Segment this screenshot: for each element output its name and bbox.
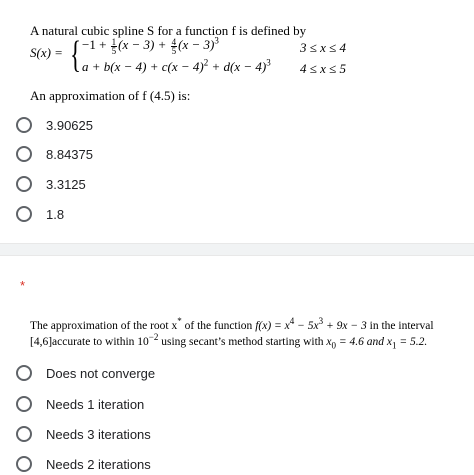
range-case-2: 4 ≤ x ≤ 5: [300, 61, 347, 76]
option-label: 3.90625: [46, 117, 93, 133]
piecewise-brace: {: [70, 34, 81, 76]
option-1[interactable]: [16, 362, 155, 384]
option-4[interactable]: [16, 453, 151, 475]
question-card-2: [0, 256, 474, 470]
option-label: 1.8: [46, 206, 65, 222]
radio-button[interactable]: [16, 146, 32, 162]
option-label: Needs 3 iterations: [46, 426, 151, 442]
radio-button[interactable]: [16, 206, 32, 222]
radio-button[interactable]: [16, 365, 32, 381]
radio-button[interactable]: [16, 176, 32, 192]
option-4[interactable]: [16, 203, 64, 225]
question-1-text: An approximation of f (4.5) is:: [30, 88, 191, 103]
radio-button[interactable]: [16, 117, 32, 133]
question-2-line-2: [4,6]accurate to within $10^{-2}$ using secant’s method starting with $x_0 = 4.6$ and $x_1 = 5.2$.: [30, 332, 428, 351]
radio-button[interactable]: [16, 396, 32, 412]
option-2[interactable]: [16, 143, 93, 165]
option-label: Does not converge: [46, 365, 156, 381]
option-label: Needs 2 iterations: [46, 456, 151, 472]
question-2-line-1: The approximation of the root x* of the function $f(x) = x^4 - 5x^3 + 9x - 3$ in the interval: [30, 316, 434, 332]
option-3[interactable]: [16, 423, 151, 445]
option-1[interactable]: [16, 114, 93, 136]
spline-case-2: $a + b(x - 4) + c(x - 4)^2 + d(x - 4)^3$: [82, 57, 271, 74]
required-asterisk: *: [20, 278, 26, 293]
spline-case-1: −1 + $\frac{1}{5}$ (x − 3) + $\frac{4}{5}$ $(x - 3)^3$: [82, 35, 219, 56]
option-3[interactable]: [16, 173, 86, 195]
option-label: 3.3125: [46, 176, 86, 192]
range-case-1: 3 ≤ x ≤ 4: [300, 40, 347, 55]
card-separator: [0, 243, 474, 256]
option-label: 8.84375: [46, 146, 93, 162]
option-label: Needs 1 iteration: [46, 396, 145, 412]
spline-label: S(x) =: [30, 45, 63, 60]
radio-button[interactable]: [16, 426, 32, 442]
option-2[interactable]: [16, 393, 144, 415]
question-1-intro: A natural cubic spline S for a function f is defined by: [30, 23, 307, 38]
